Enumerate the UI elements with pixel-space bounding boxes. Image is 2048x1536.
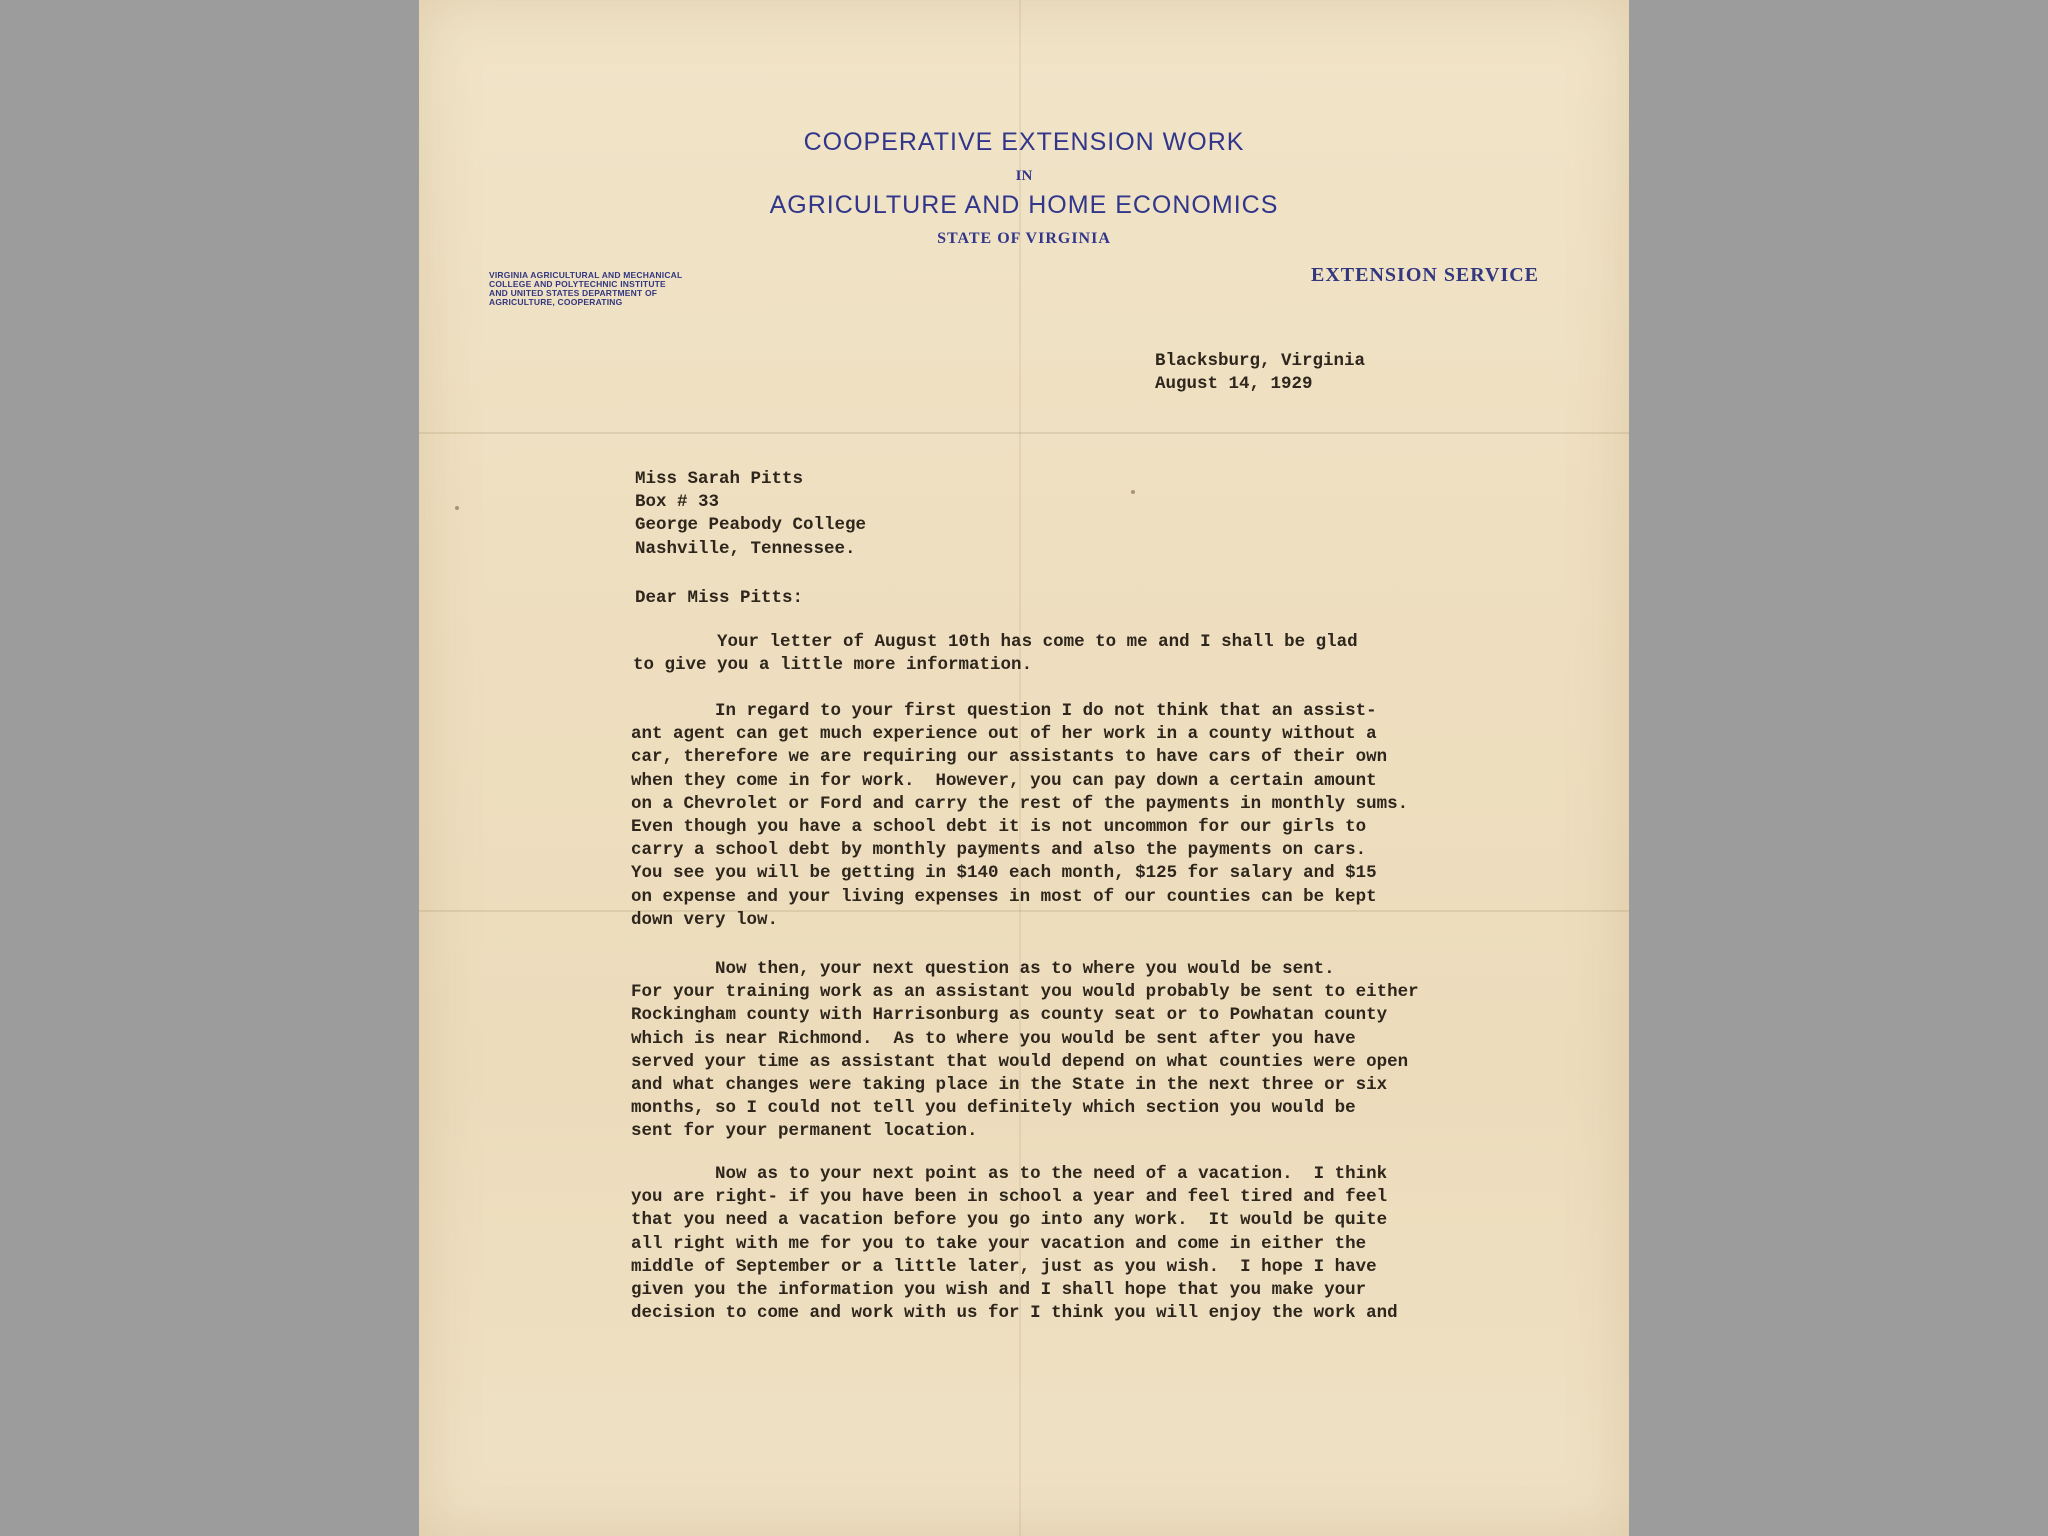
text-line: middle of September or a little later, just as you wish. I hope I have: [631, 1256, 1377, 1277]
address-line: George Peabody College: [635, 515, 867, 536]
text-line: decision to come and work with us for I think you will enjoy the work and: [631, 1303, 1398, 1324]
salutation: Dear Miss Pitts:: [635, 588, 804, 608]
address-line: Box # 33: [635, 492, 720, 513]
extension-service-label: EXTENSION SERVICE: [1311, 264, 1540, 286]
text-line: You see you will be getting in $140 each month, $125 for salary and $15: [631, 863, 1377, 884]
text-line: served your time as assistant that would depend on what counties were open: [631, 1051, 1409, 1072]
body-paragraph: [631, 700, 1408, 932]
text-line: Now then, your next question as to where you would be sent.: [631, 959, 1335, 979]
dateline-place: Blacksburg, Virginia: [1155, 351, 1366, 371]
cooperating-line: COLLEGE AND POLYTECHNIC INSTITUTE: [489, 279, 666, 289]
text-line: on expense and your living expenses in most of our counties can be kept: [631, 886, 1377, 907]
letter-page: [419, 0, 1629, 1536]
letterhead-title: COOPERATIVE EXTENSION WORK: [803, 128, 1245, 156]
recipient-address: [635, 468, 866, 561]
text-line: all right with me for you to take your vacation and come in either the: [631, 1233, 1367, 1254]
paper-speck: [1131, 490, 1135, 494]
text-line: For your training work as an assistant you would probably be sent to either: [631, 982, 1419, 1003]
address-line: Nashville, Tennessee.: [635, 538, 856, 559]
letterhead-connector: IN: [1015, 168, 1033, 184]
text-line: Even though you have a school debt it is not uncommon for our girls to: [631, 817, 1367, 838]
text-line: on a Chevrolet or Ford and carry the rest of the payments in monthly sums.: [631, 793, 1409, 814]
text-line: given you the information you wish and I shall hope that you make your: [631, 1280, 1367, 1301]
text-line: when they come in for work. However, you can pay down a certain amount: [631, 770, 1377, 791]
text-line: which is near Richmond. As to where you would be sent after you have: [631, 1028, 1356, 1049]
text-line: In regard to your first question I do not think that an assist-: [631, 701, 1377, 721]
text-line: ant agent can get much experience out of her work in a county without a: [631, 724, 1377, 745]
dateline-date: August 14, 1929: [1155, 374, 1313, 395]
text-line: to give you a little more information.: [633, 655, 1033, 676]
body-paragraph: [631, 958, 1419, 1144]
cooperating-line: VIRGINIA AGRICULTURAL AND MECHANICAL: [489, 270, 683, 280]
cooperating-line: AGRICULTURE, COOPERATING: [489, 297, 623, 307]
text-line: months, so I could not tell you definitely which section you would be: [631, 1098, 1356, 1119]
body-paragraph: [631, 1163, 1398, 1325]
text-line: that you need a vacation before you go into any work. It would be quite: [631, 1210, 1388, 1231]
text-line: you are right- if you have been in school a year and feel tired and feel: [631, 1187, 1388, 1208]
text-line: sent for your permanent location.: [631, 1121, 978, 1142]
letterhead-state: STATE OF VIRGINIA: [937, 230, 1111, 247]
text-line: Your letter of August 10th has come to me and I shall be glad: [633, 632, 1358, 652]
text-line: and what changes were taking place in the State in the next three or six: [631, 1075, 1388, 1096]
text-line: carry a school debt by monthly payments and also the payments on cars.: [631, 840, 1367, 861]
body-paragraph: [633, 631, 1358, 677]
text-line: Rockingham county with Harrisonburg as county seat or to Powhatan county: [631, 1005, 1388, 1026]
paper-fold: [419, 432, 1629, 434]
letterhead-subtitle: AGRICULTURE AND HOME ECONOMICS: [769, 191, 1279, 219]
cooperating-institutions: [489, 271, 769, 307]
text-line: Now as to your next point as to the need of a vacation. I think: [631, 1164, 1388, 1184]
address-line: Miss Sarah Pitts: [635, 469, 804, 489]
text-line: down very low.: [631, 909, 779, 930]
paper-speck: [455, 506, 459, 510]
text-line: car, therefore we are requiring our assistants to have cars of their own: [631, 747, 1388, 768]
dateline: [1155, 350, 1365, 396]
cooperating-line: AND UNITED STATES DEPARTMENT OF: [489, 288, 658, 298]
